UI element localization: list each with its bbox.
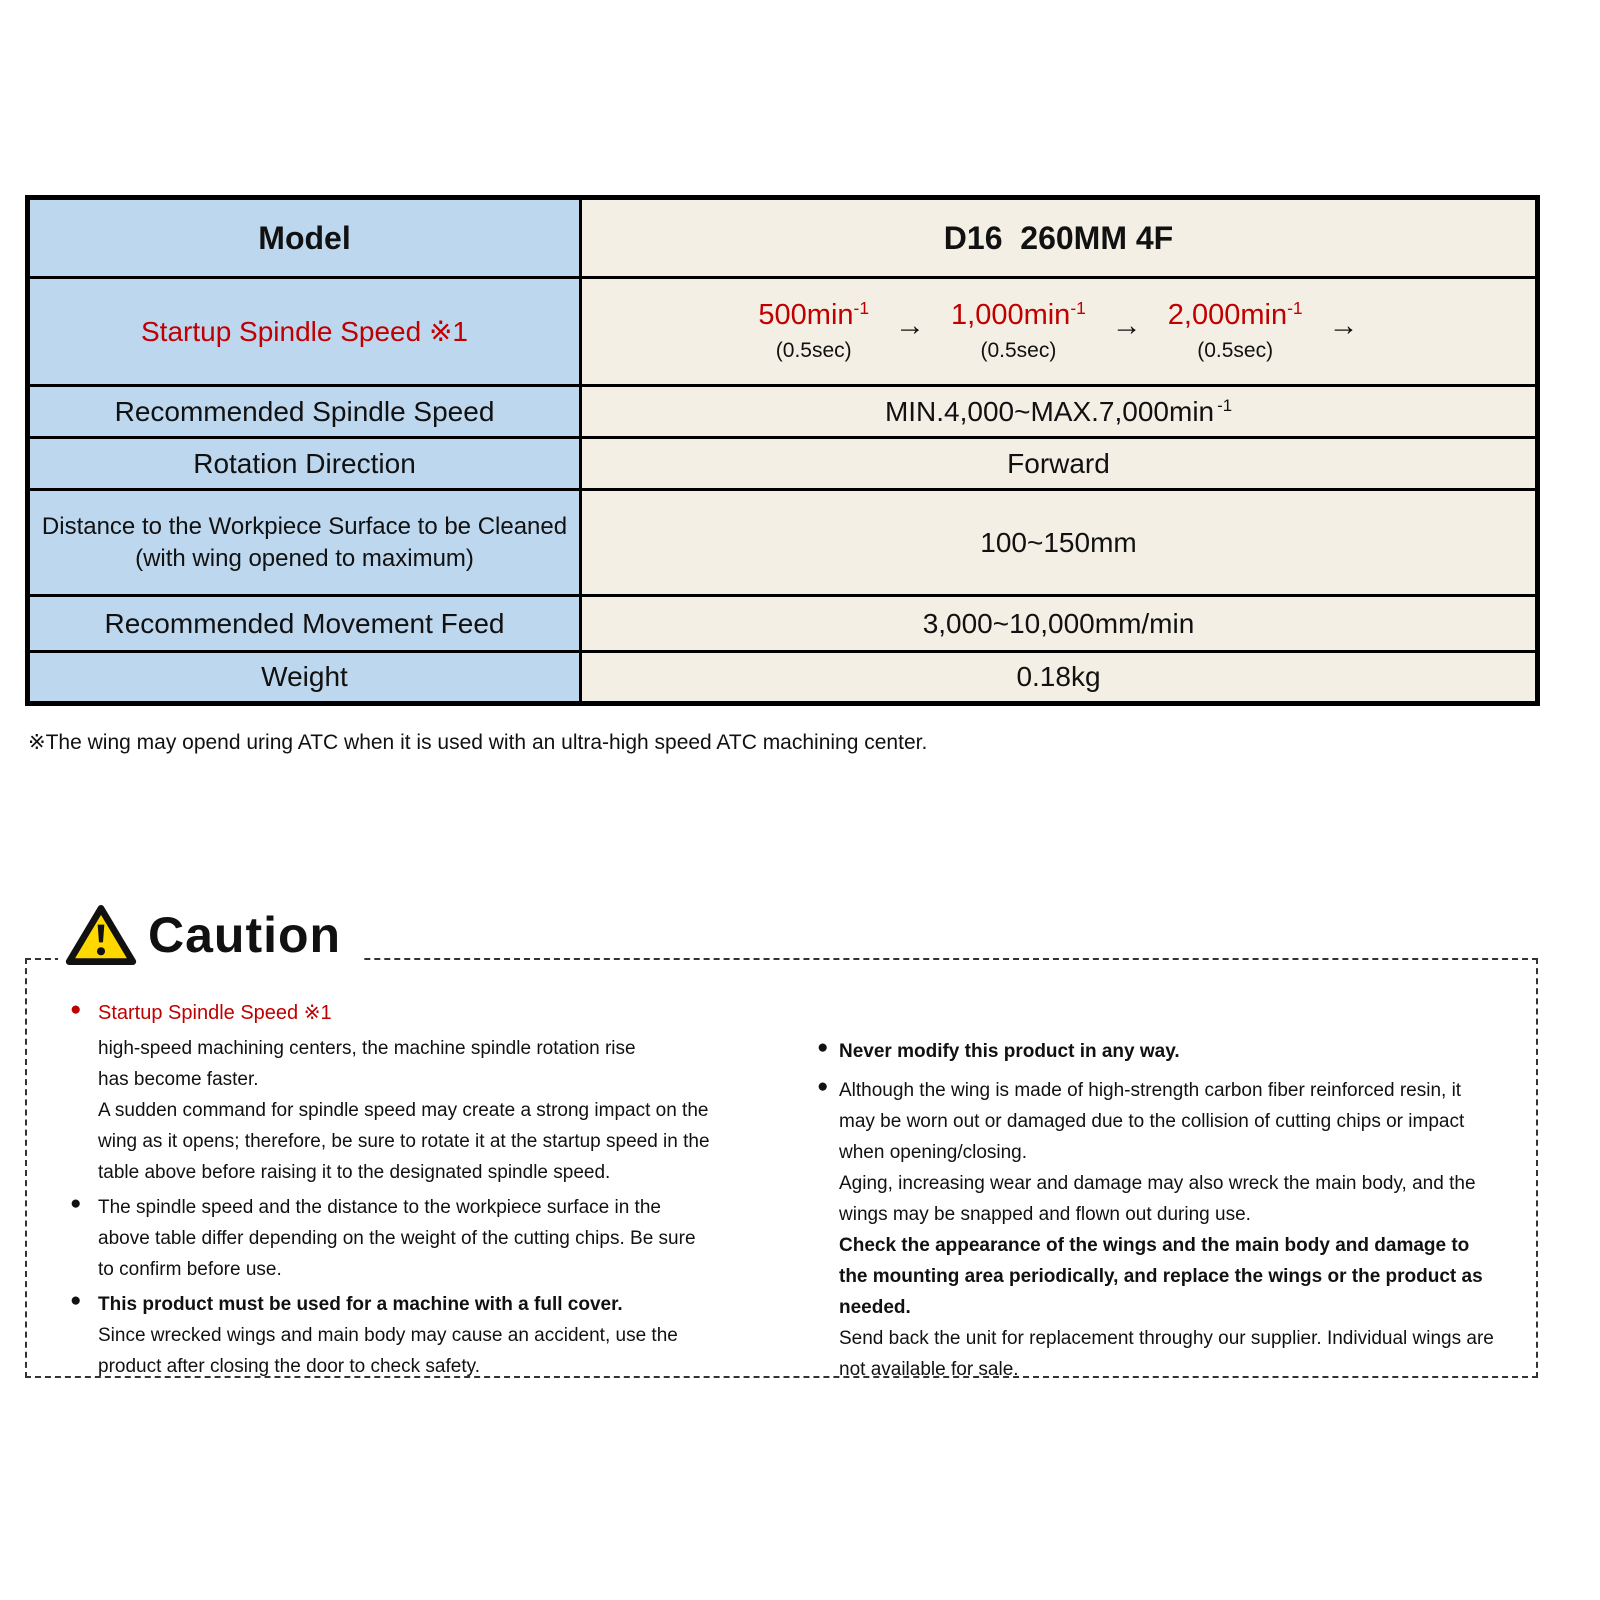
model-label: Model — [28, 198, 581, 278]
startup-time-1: (0.5sec) — [775, 339, 852, 362]
startup-step-1 — [758, 297, 869, 366]
speed-superscript: -1 — [1070, 298, 1086, 319]
footnote: ※The wing may opend uring ATC when it is used with an ultra-high speed ATC machining center. — [28, 731, 928, 754]
bullet-icon: ● — [817, 1037, 829, 1058]
value-superscript: -1 — [1217, 396, 1233, 416]
distance-label-line1: Distance to the Workpiece Surface to be Cleaned — [41, 512, 568, 540]
startup-time-3: (0.5sec) — [1197, 339, 1274, 362]
bullet-icon: ● — [817, 1076, 829, 1097]
table-row-movement-feed — [28, 596, 1538, 652]
caution-item-startup-spindle-speed — [70, 998, 790, 1029]
row-label: Rotation Direction — [28, 438, 581, 490]
startup-step-2 — [951, 297, 1086, 366]
caution-line: wings may be snapped and flown out during use. — [839, 1204, 1251, 1225]
startup-speed-1 — [758, 297, 869, 336]
caution-line: may be worn out or damaged due to the collision of cutting chips or impact — [839, 1111, 1465, 1132]
caution-header — [58, 902, 363, 972]
caution-line: Since wrecked wings and main body may cause an accident, use the — [98, 1325, 678, 1346]
row-value: Forward — [581, 438, 1538, 490]
row-value: 0.18kg — [581, 652, 1538, 704]
arrow-right-icon: → — [1111, 309, 1142, 342]
arrow-right-icon: → — [1328, 309, 1359, 342]
caution-line: This product must be used for a machine with a full cover. — [98, 1294, 623, 1315]
startup-time-2: (0.5sec) — [980, 339, 1057, 362]
caution-line: above table differ depending on the weight of the cutting chips. Be sure — [98, 1228, 696, 1249]
caution-item-never-modify — [817, 1036, 1517, 1067]
caution-title-text: Caution — [148, 907, 342, 963]
caution-line: wing as it opens; therefore, be sure to rotate it at the startup speed in the — [98, 1131, 710, 1152]
caution-line: high-speed machining centers, the machine spindle rotation rise — [98, 1038, 636, 1059]
warning-icon — [64, 902, 138, 968]
row-label: Recommended Spindle Speed — [28, 386, 581, 438]
model-value: D16 260MM 4F — [581, 198, 1538, 278]
speed-superscript: -1 — [1287, 298, 1303, 319]
caution-line: has become faster. — [98, 1069, 259, 1090]
caution-line: A sudden command for spindle speed may create a strong impact on the — [98, 1100, 709, 1121]
caution-line: Aging, increasing wear and damage may also wreck the main body, and the — [839, 1173, 1476, 1194]
caution-line: to confirm before use. — [98, 1259, 282, 1280]
caution-paragraph — [70, 1033, 790, 1188]
caution-line: Never modify this product in any way. — [839, 1041, 1180, 1062]
caution-line: Send back the unit for replacement throughy our supplier. Individual wings are — [839, 1328, 1494, 1349]
spec-table — [25, 195, 1540, 706]
bullet-icon: ● — [70, 1193, 82, 1214]
startup-step-3 — [1168, 297, 1303, 366]
caution-line: needed. — [839, 1297, 911, 1318]
arrow-right-icon: → — [895, 309, 926, 342]
table-row-model — [28, 198, 1538, 278]
startup-speed-label: Startup Spindle Speed ※1 — [28, 278, 581, 386]
row-label: Recommended Movement Feed — [28, 596, 581, 652]
startup-speed-3 — [1168, 297, 1303, 336]
value-text: MIN.4,000~MAX.7,000min — [884, 395, 1215, 427]
caution-column-right — [817, 1036, 1517, 1380]
row-value: 100~150mm — [581, 490, 1538, 596]
row-value: 3,000~10,000mm/min — [581, 596, 1538, 652]
caution-line: Startup Spindle Speed ※1 — [98, 1002, 332, 1024]
bullet-icon: ● — [70, 1290, 82, 1311]
speed-text: 2,000min — [1167, 299, 1288, 331]
caution-item-full-cover — [70, 1289, 790, 1382]
caution-line: table above before raising it to the designated spindle speed. — [98, 1162, 611, 1183]
startup-speed-sequence — [588, 297, 1529, 366]
row-value — [581, 386, 1538, 438]
startup-speed-value — [581, 278, 1538, 386]
caution-box — [25, 958, 1538, 1378]
bullet-icon: ● — [70, 999, 82, 1020]
table-row-startup-speed — [28, 278, 1538, 386]
caution-item-wing-material — [817, 1075, 1517, 1385]
table-row-distance — [28, 490, 1538, 596]
distance-label-line2: (with wing opened to maximum) — [135, 544, 474, 572]
startup-speed-2 — [951, 297, 1086, 336]
table-row-recommended-spindle-speed — [28, 386, 1538, 438]
caution-column-left — [70, 998, 790, 1376]
caution-line: when opening/closing. — [839, 1142, 1028, 1163]
caution-line: the mounting area periodically, and replace the wings or the product as — [839, 1266, 1483, 1287]
caution-item-spindle-speed-distance — [70, 1192, 790, 1285]
caution-line: Check the appearance of the wings and the main body and damage to — [839, 1235, 1470, 1256]
row-label — [28, 490, 581, 596]
caution-line: Although the wing is made of high-strength carbon fiber reinforced resin, it — [839, 1080, 1462, 1101]
caution-line: The spindle speed and the distance to the workpiece surface in the — [98, 1197, 661, 1218]
speed-superscript: -1 — [853, 298, 870, 319]
table-row-rotation-direction — [28, 438, 1538, 490]
table-row-weight — [28, 652, 1538, 704]
speed-text: 500min — [758, 299, 854, 331]
speed-text: 1,000min — [951, 299, 1071, 331]
caution-line: not available for sale. — [839, 1359, 1019, 1380]
caution-line: product after closing the door to check safety. — [98, 1356, 480, 1377]
row-label: Weight — [28, 652, 581, 704]
